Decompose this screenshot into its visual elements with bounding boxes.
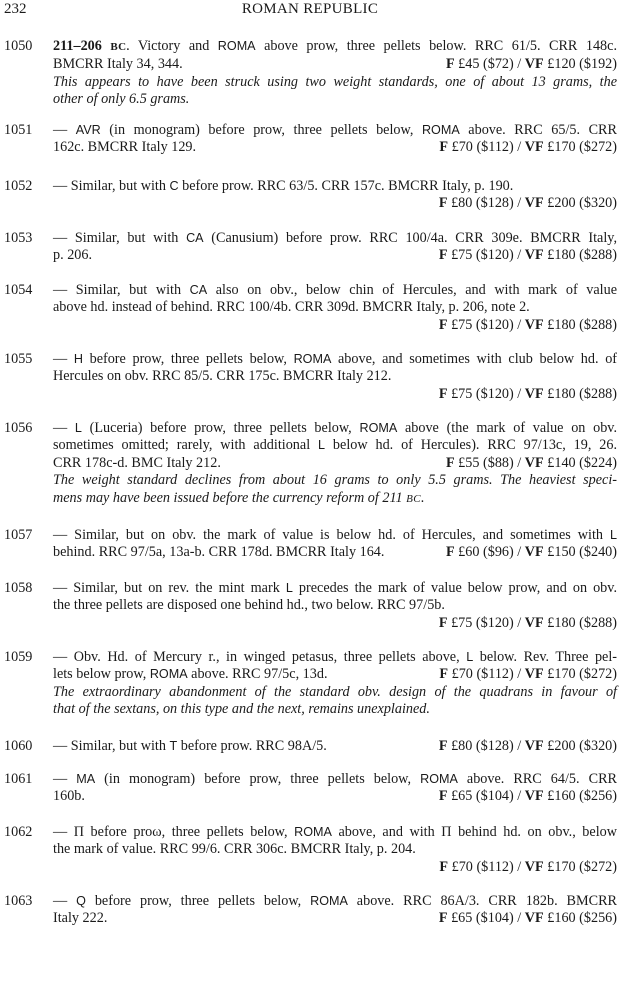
catalogue-entry bbox=[0, 122, 620, 157]
entry-text: Hercules on obv. RRC 85/5. CRR 175c. BMCRR Italy 212. bbox=[53, 368, 392, 385]
description-line bbox=[53, 455, 617, 472]
description-line bbox=[53, 893, 617, 910]
entry-text: £180 ($288) bbox=[543, 316, 617, 333]
entry-body bbox=[53, 893, 617, 928]
bold-text: VF bbox=[524, 247, 544, 264]
entry-text: (in monogram) before prow, three pellets below, bbox=[95, 771, 421, 787]
description-line bbox=[53, 666, 617, 683]
mint-mark-text: H bbox=[73, 352, 83, 366]
description-line bbox=[53, 824, 617, 841]
entry-text: precedes the mark of value below prow, and on obv. bbox=[292, 580, 617, 596]
entry-body bbox=[53, 282, 617, 334]
catalogue-entry bbox=[0, 893, 620, 928]
description-text bbox=[53, 666, 328, 682]
price-line bbox=[53, 859, 617, 876]
entry-text: (Canusium) before prow. RRC 100/4a. CRR 309e. BMCRR Italy, bbox=[203, 230, 617, 246]
entry-body bbox=[53, 178, 617, 213]
bold-text: F bbox=[445, 544, 455, 561]
description-line bbox=[53, 437, 617, 454]
entry-number: 1055 bbox=[4, 351, 33, 367]
bold-text: F bbox=[439, 858, 449, 875]
entry-text: £120 ($192) bbox=[543, 56, 617, 73]
description-line bbox=[53, 230, 617, 247]
mint-mark-text: L bbox=[609, 528, 617, 542]
bold-text: VF bbox=[524, 316, 544, 333]
price-line bbox=[439, 788, 617, 805]
description-text bbox=[53, 544, 384, 560]
mint-mark-text: ROMA bbox=[421, 123, 460, 137]
entry-text: — Obv. Hd. of Mercury r., in winged petasus, three pellets above, bbox=[53, 649, 467, 665]
bold-text: F bbox=[438, 788, 448, 805]
entry-text: — Similar, but on obv. the mark of value is below hd. of Hercules, and sometimes with bbox=[53, 527, 610, 543]
entry-text: £45 ($72) / bbox=[454, 56, 525, 73]
entry-text: above, and sometimes with club below hd. of bbox=[331, 351, 618, 367]
bold-text: VF bbox=[524, 788, 544, 805]
entry-text: (Luceria) before prow, three pellets below, bbox=[81, 420, 360, 436]
description-line bbox=[53, 597, 617, 614]
bold-text: F bbox=[438, 614, 448, 631]
page-header bbox=[0, 0, 620, 20]
entry-text: 160b. bbox=[53, 788, 85, 805]
entry-number: 1060 bbox=[4, 738, 33, 754]
entry-number: 1056 bbox=[4, 420, 33, 436]
entry-text: £65 ($104) / bbox=[447, 910, 525, 927]
catalogue-entry bbox=[0, 230, 620, 265]
description-line bbox=[53, 910, 617, 927]
catalogue-entry bbox=[0, 527, 620, 562]
entry-text: above. RRC 86A/3. CRR 182b. BMCRR bbox=[347, 893, 617, 909]
entry-text: the three pellets are disposed one behind hd., two below. RRC 97/5b. bbox=[53, 597, 445, 614]
mint-mark-text: C bbox=[169, 179, 179, 193]
entry-body bbox=[53, 771, 617, 806]
description-line bbox=[53, 788, 617, 805]
entry-text: — Similar, but with bbox=[53, 282, 190, 298]
description-text bbox=[53, 910, 107, 926]
description-line bbox=[53, 139, 617, 156]
description-line bbox=[53, 178, 617, 195]
entry-text: lets below prow, bbox=[53, 666, 150, 683]
description-text bbox=[53, 455, 221, 471]
bold-text: F bbox=[439, 666, 449, 683]
mint-mark-text: ROMA bbox=[293, 352, 332, 366]
entry-text: 162c. BMCRR Italy 129. bbox=[53, 139, 197, 156]
entry-text: £55 ($88) / bbox=[454, 454, 525, 471]
description-line bbox=[53, 56, 617, 73]
catalogue-entry bbox=[0, 351, 620, 403]
mint-mark-text: Q bbox=[76, 894, 86, 908]
catalogue-entry bbox=[0, 420, 620, 508]
entry-text: £160 ($256) bbox=[543, 910, 617, 927]
bold-text: VF bbox=[524, 195, 544, 212]
commentary-line bbox=[53, 490, 617, 508]
running-title: ROMAN REPUBLIC bbox=[241, 1, 379, 17]
bold-text: F bbox=[438, 247, 448, 264]
price-line bbox=[53, 195, 617, 212]
entry-text: £75 ($120) / bbox=[447, 316, 525, 333]
entry-text: £160 ($256) bbox=[543, 788, 617, 805]
description-text bbox=[53, 139, 196, 155]
mint-mark-text: L bbox=[466, 650, 474, 664]
entry-body bbox=[53, 738, 617, 755]
commentary-line bbox=[53, 91, 617, 108]
entry-text: before prow. RRC 98A/5. bbox=[177, 738, 327, 754]
commentary-line bbox=[53, 701, 617, 718]
mint-mark-text: ROMA bbox=[359, 421, 398, 435]
bold-text: VF bbox=[524, 858, 544, 875]
entry-text: other of only 6.5 grams. bbox=[53, 91, 190, 108]
commentary-line bbox=[53, 472, 617, 489]
entry-text: £80 ($128) / bbox=[447, 738, 525, 754]
entry-body bbox=[53, 230, 617, 265]
mint-mark-text: CA bbox=[189, 283, 208, 297]
entry-text: £170 ($272) bbox=[543, 139, 617, 156]
entry-text: £70 ($112) / bbox=[448, 139, 525, 156]
bold-text: F bbox=[438, 738, 448, 754]
catalogue-entry bbox=[0, 738, 620, 755]
bold-text: F bbox=[438, 195, 448, 212]
description-line bbox=[53, 282, 617, 299]
price-line bbox=[53, 386, 617, 403]
entry-text: Victory and bbox=[129, 38, 218, 54]
entry-text: £75 ($120) / bbox=[447, 385, 525, 402]
entry-text: that of the sextans, on this type and the next, remains unexplained. bbox=[53, 701, 430, 718]
price-line bbox=[446, 56, 617, 73]
price-line bbox=[439, 738, 617, 755]
entry-text: . bbox=[421, 489, 425, 506]
entry-number: 1052 bbox=[4, 178, 33, 194]
bold-text: BC. bbox=[110, 41, 130, 53]
description-line bbox=[53, 351, 617, 368]
entry-text: The weight standard declines from about 16 grams to only 5.5 grams. The heaviest speci- bbox=[53, 472, 617, 489]
description-line bbox=[53, 247, 617, 264]
description-line bbox=[53, 580, 617, 597]
price-line bbox=[446, 544, 617, 561]
catalogue-entry bbox=[0, 824, 620, 876]
entry-text: BC bbox=[406, 492, 421, 505]
mint-mark-text: T bbox=[169, 739, 178, 753]
description-line bbox=[53, 299, 617, 316]
description-line bbox=[53, 738, 617, 755]
description-line bbox=[53, 38, 617, 56]
bold-text: F bbox=[445, 56, 455, 73]
commentary-line bbox=[53, 74, 617, 91]
mint-mark-text: MA bbox=[76, 772, 96, 786]
entry-text: — bbox=[53, 771, 77, 787]
entry-body bbox=[53, 580, 617, 632]
description-line bbox=[53, 771, 617, 788]
entry-text: before prow. RRC 63/5. CRR 157c. BMCRR Italy, p. 190. bbox=[178, 178, 514, 194]
entry-text: above. RRC 97/5c, 13d. bbox=[187, 666, 328, 683]
price-line bbox=[439, 666, 617, 683]
entry-text: CRR 178c-d. BMC Italy 212. bbox=[53, 454, 221, 471]
bold-text: VF bbox=[524, 738, 544, 754]
bold-text: VF bbox=[524, 614, 544, 631]
bold-text: F bbox=[445, 454, 455, 471]
catalogue-entry bbox=[0, 282, 620, 334]
description-text bbox=[53, 247, 92, 263]
description-line bbox=[53, 649, 617, 666]
entry-body bbox=[53, 122, 617, 157]
entry-text: above (the mark of value on obv. bbox=[397, 420, 618, 436]
entry-text: behind. RRC 97/5a, 13a-b. CRR 178d. BMCRR Italy 164. bbox=[53, 544, 385, 561]
entry-text: p. 206. bbox=[53, 247, 93, 264]
entry-number: 1058 bbox=[4, 580, 33, 596]
description-line bbox=[53, 544, 617, 561]
entry-text: — Π before proω, three pellets below, bbox=[53, 824, 295, 840]
entry-text: sometimes omitted; rarely, with additional bbox=[53, 437, 319, 454]
mint-mark-text: L bbox=[285, 581, 293, 595]
catalogue-entry bbox=[0, 580, 620, 632]
description-line bbox=[53, 122, 617, 139]
bold-text: VF bbox=[524, 910, 544, 927]
description-line bbox=[53, 368, 617, 385]
price-line bbox=[53, 317, 617, 334]
entry-number: 1059 bbox=[4, 649, 33, 665]
description-text bbox=[53, 56, 183, 72]
entry-text: £75 ($120) / bbox=[447, 247, 525, 264]
price-line bbox=[439, 910, 617, 927]
bold-text: F bbox=[439, 139, 449, 156]
description-line bbox=[53, 527, 617, 544]
entry-number: 1051 bbox=[4, 122, 33, 138]
price-line bbox=[53, 615, 617, 632]
entry-body bbox=[53, 649, 617, 719]
entry-number: 1063 bbox=[4, 893, 33, 909]
entry-text: £140 ($224) bbox=[543, 454, 617, 471]
entry-text: £180 ($288) bbox=[543, 385, 617, 402]
entry-body bbox=[53, 351, 617, 403]
mint-mark-text: AVR bbox=[75, 123, 101, 137]
entry-text: — Similar, but with bbox=[53, 178, 170, 194]
description-text bbox=[53, 738, 327, 754]
bold-text: F bbox=[438, 316, 448, 333]
description-line bbox=[53, 841, 617, 858]
entry-text: £200 ($320) bbox=[543, 195, 617, 212]
entry-number: 1062 bbox=[4, 824, 33, 840]
price-line bbox=[439, 139, 617, 156]
entry-text: below hd. of Hercules). RRC 97/13c, 19, 26. bbox=[325, 437, 617, 454]
entry-text: The extraordinary abandonment of the standard obv. design of the quadrans in favour of bbox=[53, 683, 617, 700]
entry-text: Italy 222. bbox=[53, 910, 108, 927]
price-line bbox=[446, 455, 617, 472]
entry-text: above. RRC 65/5. CRR bbox=[459, 122, 617, 138]
mint-mark-text: ROMA bbox=[310, 894, 348, 908]
mint-mark-text: ROMA bbox=[217, 39, 256, 53]
mint-mark-text: L bbox=[74, 421, 82, 435]
mint-mark-text: ROMA bbox=[420, 772, 458, 786]
entry-text: £170 ($272) bbox=[543, 666, 617, 683]
entry-text: This appears to have been struck using two weight standards, one of about 13 grams, the bbox=[53, 73, 617, 90]
entry-body bbox=[53, 824, 617, 876]
catalogue-entry bbox=[0, 38, 620, 109]
entry-text: above prow, three pellets below. RRC 61/5. CRR 148c. bbox=[255, 38, 617, 54]
bold-text: 211–206 bbox=[53, 38, 111, 54]
entry-text: — Similar, but with bbox=[53, 230, 187, 246]
mint-mark-text: ROMA bbox=[149, 667, 188, 682]
bold-text: VF bbox=[524, 454, 544, 471]
bold-text: VF bbox=[524, 139, 544, 156]
price-line bbox=[439, 247, 617, 264]
entry-text: — Similar, but on rev. the mint mark bbox=[53, 580, 286, 596]
entry-number: 1050 bbox=[4, 38, 33, 54]
entry-body bbox=[53, 527, 617, 562]
mint-mark-text: L bbox=[318, 438, 326, 453]
entry-text: £170 ($272) bbox=[543, 858, 617, 875]
entry-text: before prow, three pellets below, bbox=[82, 351, 294, 367]
catalogue-entry bbox=[0, 649, 620, 719]
entry-number: 1061 bbox=[4, 771, 33, 787]
entry-text: — bbox=[53, 351, 74, 367]
entry-text: £180 ($288) bbox=[543, 247, 617, 264]
entry-text: £200 ($320) bbox=[543, 738, 617, 754]
entry-text: £70 ($112) / bbox=[448, 666, 525, 683]
entry-text: (in monogram) before prow, three pellets below, bbox=[100, 122, 422, 138]
entry-text: — bbox=[53, 893, 77, 909]
page-number: 232 bbox=[4, 1, 27, 17]
description-line bbox=[53, 420, 617, 437]
bold-text: F bbox=[438, 910, 448, 927]
entry-body bbox=[53, 420, 617, 508]
entry-number: 1053 bbox=[4, 230, 33, 246]
entry-text: above. RRC 64/5. CRR bbox=[457, 771, 617, 787]
entry-text: mens may have been issued before the currency reform of 211 bbox=[53, 489, 407, 506]
entry-text: above hd. instead of behind. RRC 100/4b. CRR 309d. BMCRR Italy, p. 206, note 2. bbox=[53, 299, 530, 316]
mint-mark-text: ROMA bbox=[294, 825, 332, 839]
entry-text: £65 ($104) / bbox=[447, 788, 525, 805]
entry-text: before prow, three pellets below, bbox=[85, 893, 311, 909]
entry-text: the mark of value. RRC 99/6. CRR 306c. BMCRR Italy, p. 204. bbox=[53, 841, 416, 858]
commentary-line bbox=[53, 684, 617, 701]
description-text bbox=[53, 788, 85, 804]
mint-mark-text: CA bbox=[186, 231, 204, 245]
entry-text: £180 ($288) bbox=[543, 614, 617, 631]
entry-body bbox=[53, 38, 617, 109]
bold-text: VF bbox=[524, 56, 544, 73]
entry-text: £60 ($96) / bbox=[454, 544, 525, 561]
catalogue-entry bbox=[0, 178, 620, 213]
entry-text: below. Rev. Three pel- bbox=[473, 649, 617, 665]
entry-text: — Similar, but with bbox=[53, 738, 170, 754]
entry-number: 1054 bbox=[4, 282, 33, 298]
entry-text: £70 ($112) / bbox=[448, 858, 525, 875]
entry-text: — bbox=[53, 420, 75, 436]
bold-text: VF bbox=[524, 666, 544, 683]
catalogue-entry bbox=[0, 771, 620, 806]
entry-text: above, and with Π behind hd. on obv., below bbox=[331, 824, 617, 840]
entry-text: — bbox=[53, 122, 76, 138]
bold-text: VF bbox=[524, 544, 544, 561]
entry-number: 1057 bbox=[4, 527, 33, 543]
entry-text: £150 ($240) bbox=[543, 544, 617, 561]
entry-text: £80 ($128) / bbox=[447, 195, 525, 212]
bold-text: F bbox=[438, 385, 448, 402]
entry-text: £75 ($120) / bbox=[447, 614, 525, 631]
entry-text: BMCRR Italy 34, 344. bbox=[53, 56, 183, 73]
bold-text: VF bbox=[524, 385, 544, 402]
entry-text: also on obv., below chin of Hercules, and with mark of value bbox=[207, 282, 617, 298]
